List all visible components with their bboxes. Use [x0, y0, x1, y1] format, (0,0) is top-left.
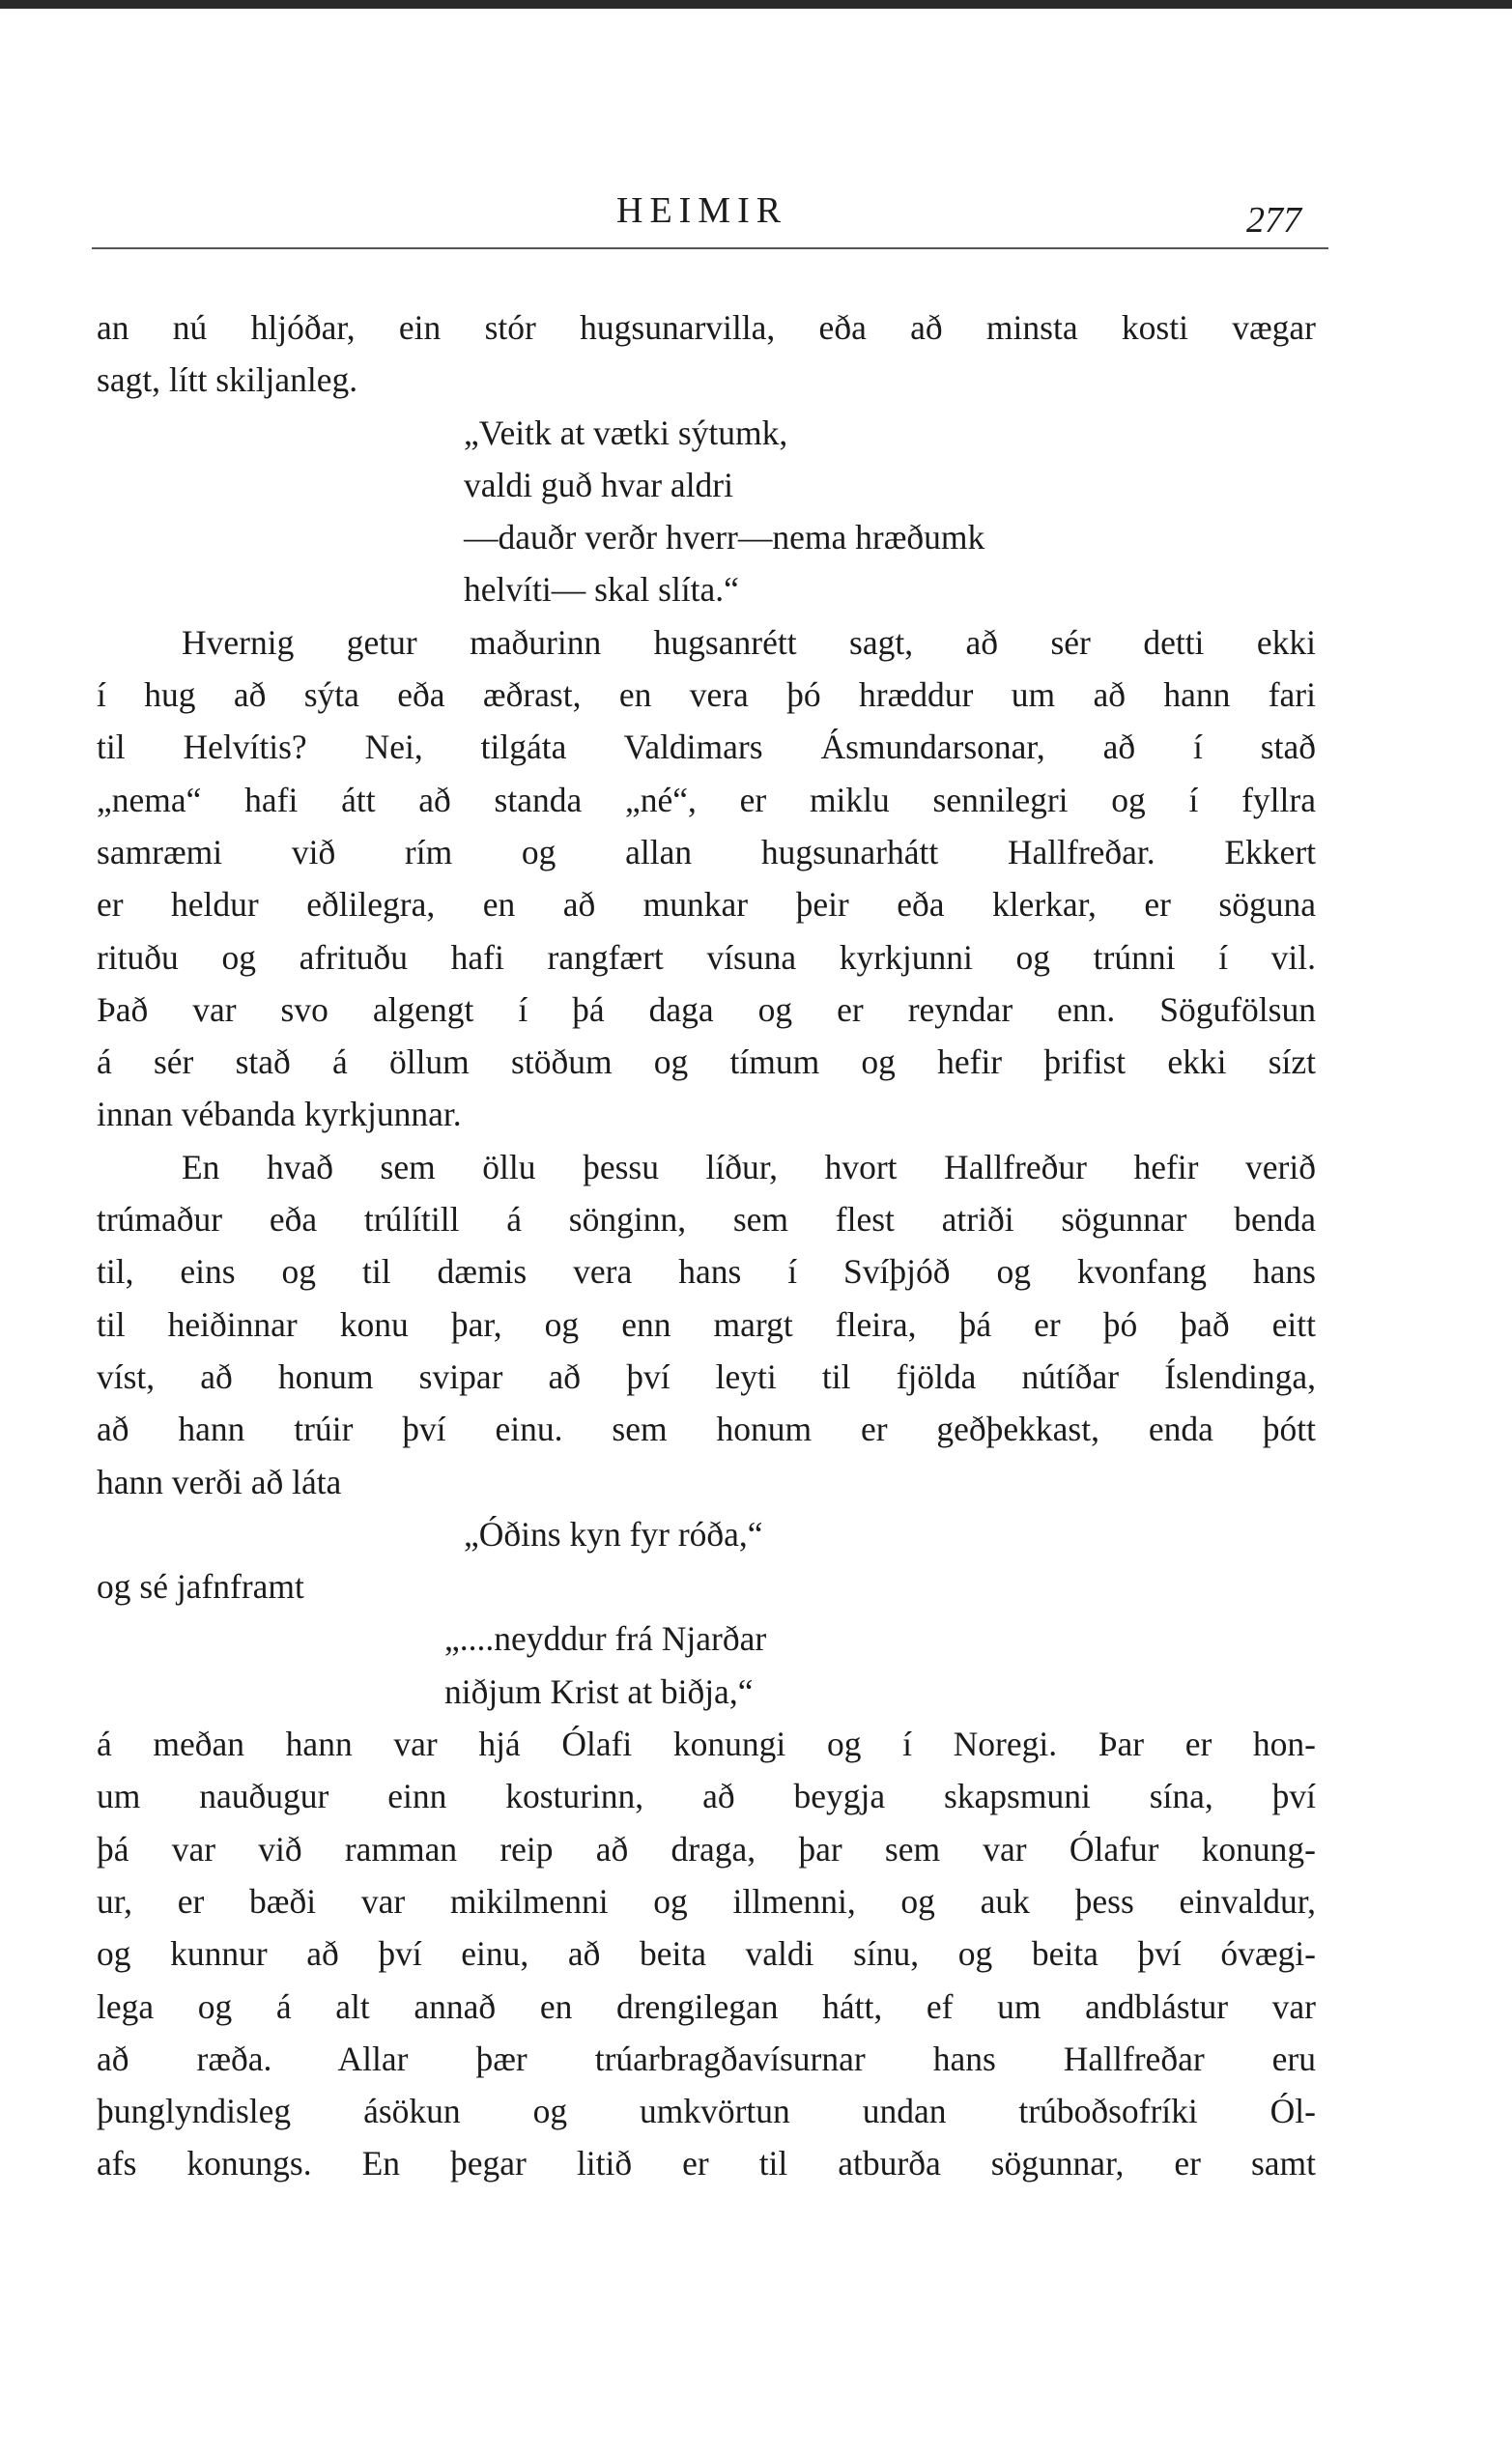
text-line: á sér stað á öllum stöðum og tímum og hefir þrifist ekki sízt	[97, 1042, 1316, 1082]
text-line: sagt, lítt skiljanleg.	[97, 360, 358, 400]
text-line: að hann trúir því einu. sem honum er geðþekkast, enda þótt	[97, 1410, 1316, 1449]
header-rule	[92, 247, 1328, 249]
text-line: þá var við ramman reip að draga, þar sem var Ólafur konung-	[97, 1829, 1316, 1869]
running-header	[0, 189, 1512, 247]
text-line: er heldur eðlilegra, en að munkar þeir eða klerkar, er söguna	[97, 885, 1316, 925]
text-line: „....neyddur frá Njarðar	[444, 1619, 767, 1659]
text-line: „Veitk at vætki sýtumk,	[464, 413, 788, 452]
scan-edge-bar	[0, 0, 1512, 9]
text-line: samræmi við rím og allan hugsunarhátt Hallfreðar. Ekkert	[97, 832, 1316, 871]
page-number: 277	[1246, 200, 1301, 241]
text-line: niðjum Krist at biðja,“	[444, 1671, 754, 1711]
text-line: og kunnur að því einu, að beita valdi sínu, og beita því óvægi-	[97, 1934, 1316, 1974]
journal-title: HEIMIR	[616, 190, 788, 231]
text-line: trúmaður eða trúlítill á sönginn, sem flest atriði sögunnar benda	[97, 1200, 1316, 1240]
text-line: Það var svo algengt í þá daga og er reyndar enn. Sögufölsun	[97, 989, 1316, 1029]
text-line: víst, að honum svipar að því leyti til fjölda nútíðar Íslendinga,	[97, 1356, 1316, 1396]
text-line: hann verði að láta	[97, 1462, 342, 1501]
text-line: „Óðins kyn fyr róða,“	[464, 1514, 763, 1554]
text-line: ur, er bæði var mikilmenni og illmenni, og auk þess einvaldur,	[97, 1881, 1316, 1921]
text-line: „nema“ hafi átt að standa „né“, er miklu sennilegri og í fyllra	[97, 780, 1316, 819]
text-line: til heiðinnar konu þar, og enn margt fleira, þá er þó það eitt	[97, 1304, 1316, 1344]
text-line: í hug að sýta eða æðrast, en vera þó hræddur um að hann fari	[97, 675, 1316, 715]
text-line: afs konungs. En þegar litið er til atburða sögunnar, er samt	[97, 2144, 1316, 2183]
text-line: til, eins og til dæmis vera hans í Svíþjóð og kvonfang hans	[97, 1252, 1316, 1292]
text-line: valdi guð hvar aldri	[464, 465, 733, 504]
text-line: og sé jafnframt	[97, 1567, 304, 1607]
text-line: á meðan hann var hjá Ólafi konungi og í Noregi. Þar er hon-	[97, 1725, 1316, 1764]
text-line: —dauðr verðr hverr—nema hræðumk	[464, 518, 985, 557]
text-line: En hvað sem öllu þessu líður, hvort Hallfreður hefir verið	[182, 1147, 1316, 1186]
text-line: að ræða. Allar þær trúarbragðavísurnar hans Hallfreðar eru	[97, 2039, 1316, 2078]
text-line: lega og á alt annað en drengilegan hátt, ef um andblástur var	[97, 1986, 1316, 2026]
text-line: um nauðugur einn kosturinn, að beygja skapsmuni sína, því	[97, 1777, 1316, 1816]
text-line: innan vébanda kyrkjunnar.	[97, 1095, 462, 1134]
body-text	[97, 301, 1316, 2190]
text-line: Hvernig getur maðurinn hugsanrétt sagt, að sér detti ekki	[182, 622, 1316, 662]
text-line: til Helvítis? Nei, tilgáta Valdimars Ásmundarsonar, að í stað	[97, 728, 1316, 767]
text-line: an nú hljóðar, ein stór hugsunarvilla, eða að minsta kosti vægar	[97, 308, 1316, 347]
text-line: helvíti— skal slíta.“	[464, 570, 739, 610]
text-line: rituðu og afrituðu hafi rangfært vísuna kyrkjunni og trúnni í vil.	[97, 937, 1316, 977]
text-line: þunglyndisleg ásökun og umkvörtun undan trúboðsofríki Ól-	[97, 2092, 1316, 2131]
